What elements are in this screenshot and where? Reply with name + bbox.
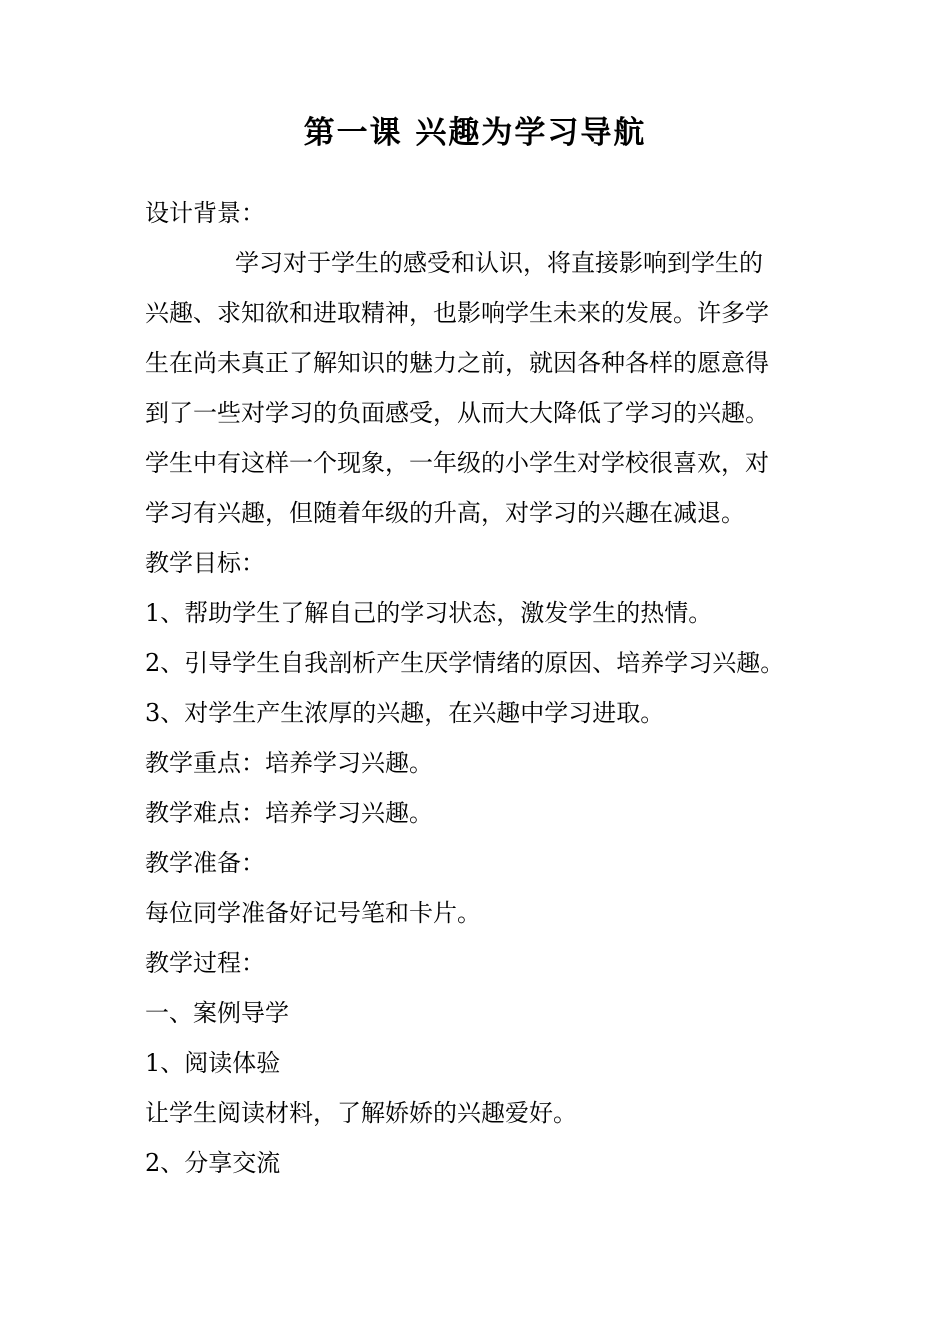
paragraph-line: 兴趣、求知欲和进取精神，也影响学生未来的发展。许多学 [145,299,769,327]
heading-teaching-process: 教学过程： [145,949,265,977]
preparation-text: 每位同学准备好记号笔和卡片。 [145,899,481,927]
teaching-key-point: 教学重点：培养学习兴趣。 [145,749,433,777]
paragraph-line: 学生中有这样一个现象，一年级的小学生对学校很喜欢，对 [145,449,769,477]
step-share-exchange: 2、分享交流 [145,1149,281,1177]
step-reading-text: 让学生阅读材料，了解娇娇的兴趣爱好。 [145,1099,577,1127]
paragraph-line: 学习对于学生的感受和认识，将直接影响到学生的 [235,249,763,277]
document-title: 第一课 兴趣为学习导航 [303,115,647,151]
paragraph-line: 生在尚未真正了解知识的魅力之前，就因各种各样的愿意得 [145,349,769,377]
step-reading-experience: 1、阅读体验 [145,1049,281,1077]
paragraph-line: 学习有兴趣，但随着年级的升高，对学习的兴趣在减退。 [145,499,745,527]
heading-teaching-goals: 教学目标： [145,549,265,577]
teaching-difficulty: 教学难点：培养学习兴趣。 [145,799,433,827]
goal-item-1: 1、帮助学生了解自己的学习状态，激发学生的热情。 [145,599,713,627]
document-body [145,188,815,1188]
paragraph-line: 到了一些对学习的负面感受，从而大大降低了学习的兴趣。 [145,399,769,427]
heading-teaching-preparation: 教学准备： [145,849,265,877]
goal-item-2: 2、引导学生自我剖析产生厌学情绪的原因、培养学习兴趣。 [145,649,785,677]
heading-design-background: 设计背景： [145,199,265,227]
section-case-study: 一、案例导学 [145,999,289,1027]
goal-item-3: 3、对学生产生浓厚的兴趣，在兴趣中学习进取。 [145,699,665,727]
